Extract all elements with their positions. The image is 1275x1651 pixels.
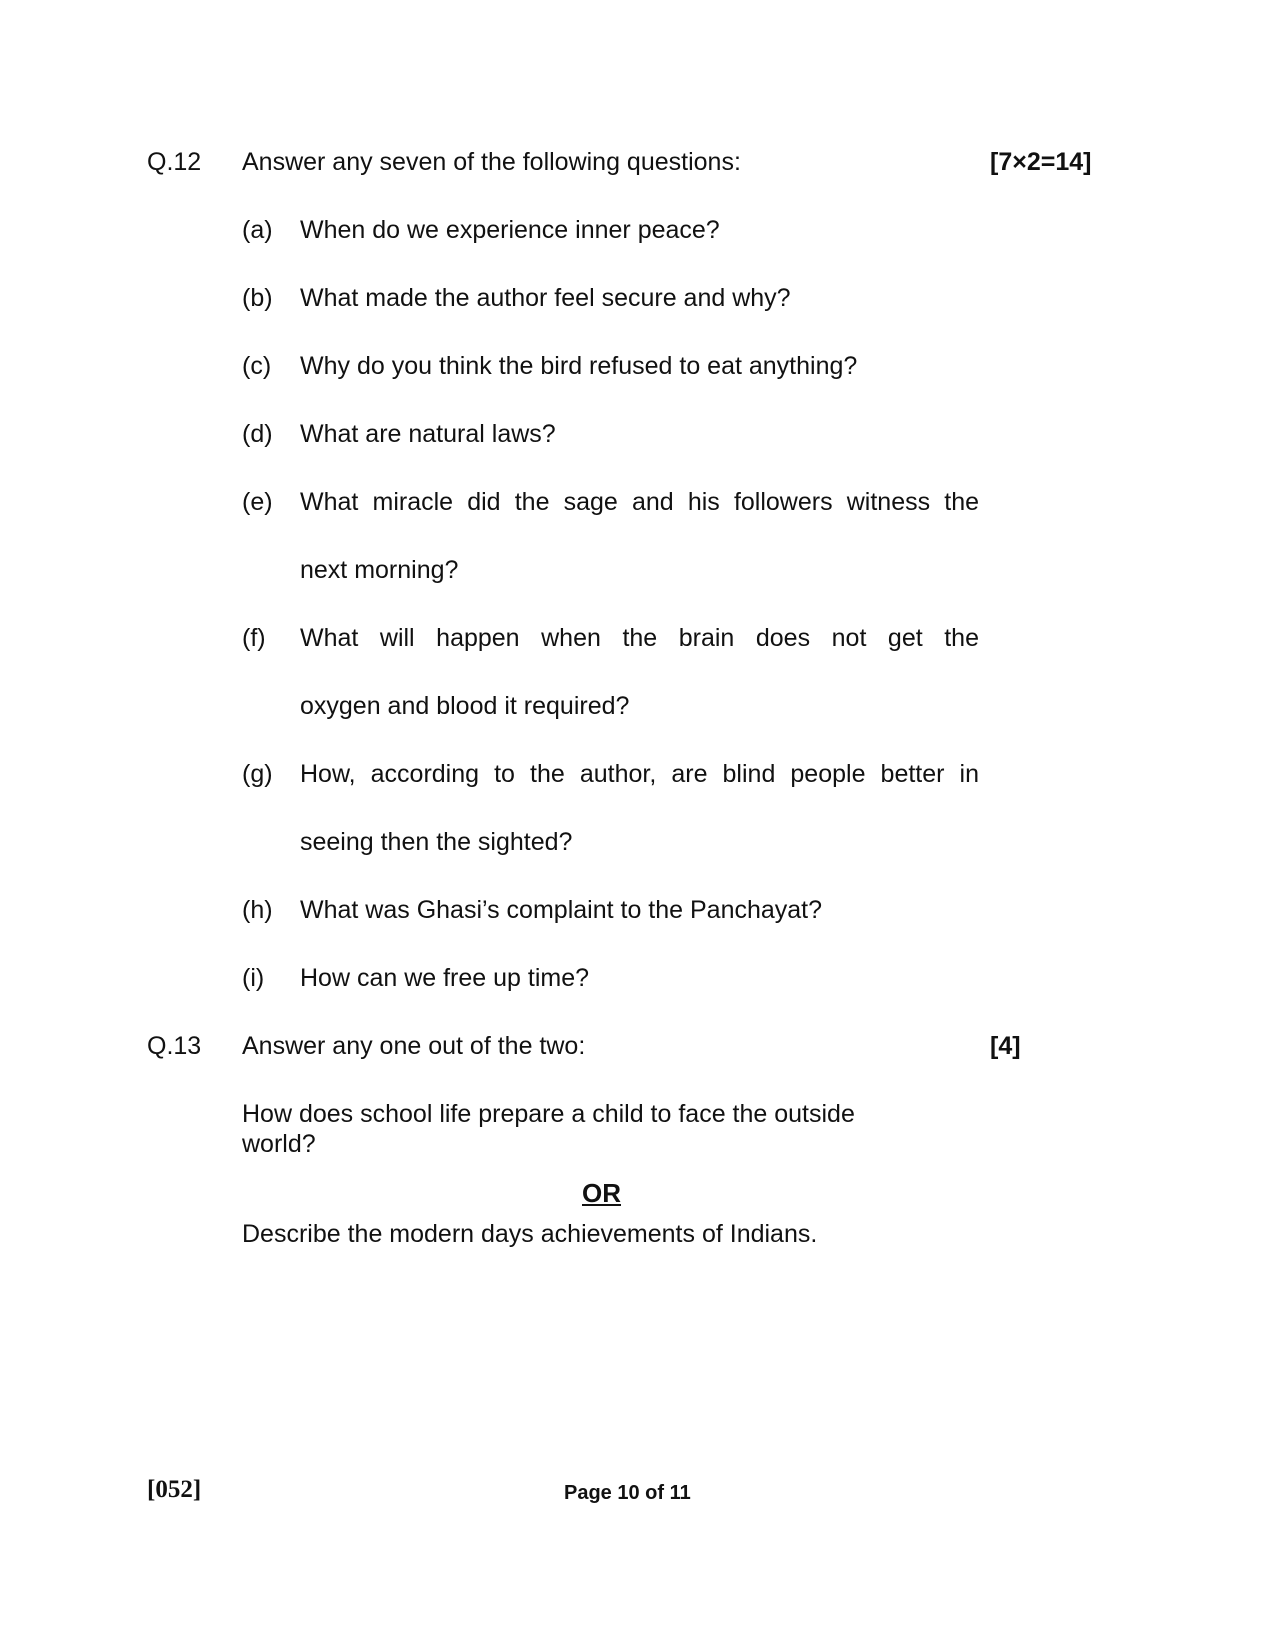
q12-item-c-text: Why do you think the bird refused to eat anything? (300, 352, 858, 380)
q12-instruction: Answer any seven of the following questions: (242, 148, 741, 176)
page-number: Page 10 of 11 (564, 1482, 691, 1504)
q12-item-h-text: What was Ghasi’s complaint to the Panchayat? (300, 896, 823, 924)
or-divider-label: OR (582, 1178, 621, 1208)
paper-code: [052] (147, 1476, 202, 1503)
q12-item-f-line2: oxygen and blood it required? (300, 692, 630, 720)
q12-item-g-line1: How, according to the author, are blind people better in (300, 760, 979, 788)
q12-item-d-label: (d) (242, 420, 273, 448)
q13-option1-line1: How does school life prepare a child to face the outside (242, 1100, 855, 1128)
q12-item-h-label: (h) (242, 896, 273, 924)
q12-item-c-label: (c) (242, 352, 272, 380)
q12-item-g-line2: seeing then the sighted? (300, 828, 573, 856)
q12-item-d-text: What are natural laws? (300, 420, 556, 448)
q13-option2: Describe the modern days achievements of Indians. (242, 1220, 818, 1248)
q12-item-e-label: (e) (242, 488, 273, 516)
q12-item-i-text: How can we free up time? (300, 964, 590, 992)
q12-item-f-label: (f) (242, 624, 266, 652)
q12-item-e-line1: What miracle did the sage and his followers witness the (300, 488, 979, 516)
q12-item-a-label: (a) (242, 216, 273, 244)
q12-item-b-text: What made the author feel secure and why? (300, 284, 791, 312)
q12-item-e-line2: next morning? (300, 556, 459, 584)
q12-marks: [7×2=14] (990, 148, 1092, 176)
q12-number: Q.12 (147, 148, 202, 176)
q13-option1-line2: world? (242, 1130, 316, 1158)
q12-item-a-text: When do we experience inner peace? (300, 216, 720, 244)
q12-item-b-label: (b) (242, 284, 273, 312)
q13-marks: [4] (990, 1032, 1021, 1060)
q13-number: Q.13 (147, 1032, 202, 1060)
q13-instruction: Answer any one out of the two: (242, 1032, 586, 1060)
q12-item-f-line1: What will happen when the brain does not get the (300, 624, 979, 652)
q12-item-g-label: (g) (242, 760, 273, 788)
q12-item-i-label: (i) (242, 964, 265, 992)
